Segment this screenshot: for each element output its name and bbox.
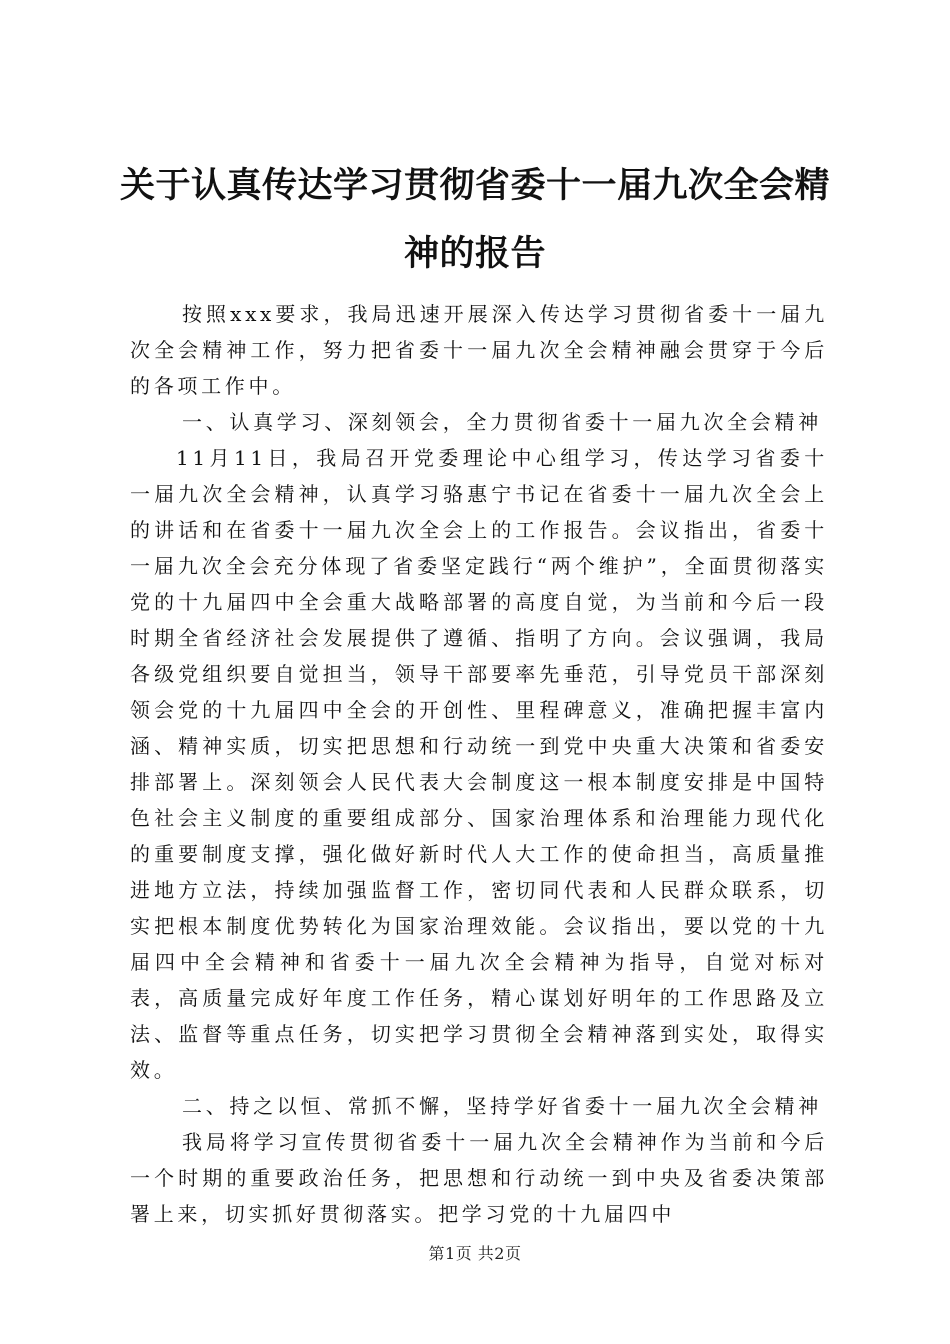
paragraph-intro: 按照xxx要求，我局迅速开展深入传达学习贯彻省委十一届九次全会精神工作，努力把省委十一届九次全会精神融会贯穿于今后的各项工作中。 (130, 302, 828, 398)
page-number: 第1页 共2页 (428, 1244, 522, 1263)
document-title: 关于认真传达学习贯彻省委十一届九次全会精神的报告 (119, 166, 830, 274)
section-heading-1: 一、认真学习、深刻领会，全力贯彻省委十一届九次全会精神 (182, 410, 822, 434)
section-heading-2: 二、持之以恒、常抓不懈，坚持学好省委十一届九次全会精神 (182, 1094, 822, 1118)
document-body (130, 296, 828, 1232)
paragraph-section-1: 11月11日，我局召开党委理论中心组学习，传达学习省委十一届九次全会精神，认真学习骆惠宁书记在省委十一届九次全会上的讲话和在省委十一届九次全会上的工作报告。会议指出，省委十一届九次全会充分体现了省委坚定践行“两个维护”，全面贯彻落实党的十九届四中全会重大战略部署的高度自觉，为当前和今后一段时期全省经济社会发展提供了遵循、指明了方向。会议强调，我局各级党组织要自觉担当，领导干部要率先垂范，引导党员干部深刻领会党的十九届四中全会的开创性、里程碑意义，准确把握丰富内涵、精神实质，切实把思想和行动统一到党中央重大决策和省委安排部署上。深刻领会人民代表大会制度这一根本制度安排是中国特色社会主义制度的重要组成部分、国家治理体系和治理能力现代化的重要制度支撑，强化做好新时代人大工作的使命担当，高质量推进地方立法，持续加强监督工作，密切同代表和人民群众联系，切实把根本制度优势转化为国家治理效能。会议指出，要以党的十九届四中全会精神和省委十一届九次全会精神为指导，自觉对标对表，高质量完成好年度工作任务，精心谋划好明年的工作思路及立法、监督等重点任务，切实把学习贯彻全会精神落到实处，取得实效。 (130, 446, 828, 1082)
paragraph-section-2: 我局将学习宣传贯彻省委十一届九次全会精神作为当前和今后一个时期的重要政治任务，把思想和行动统一到中央及省委决策部署上来，切实抓好贯彻落实。把学习党的十九届四中 (130, 1130, 828, 1226)
